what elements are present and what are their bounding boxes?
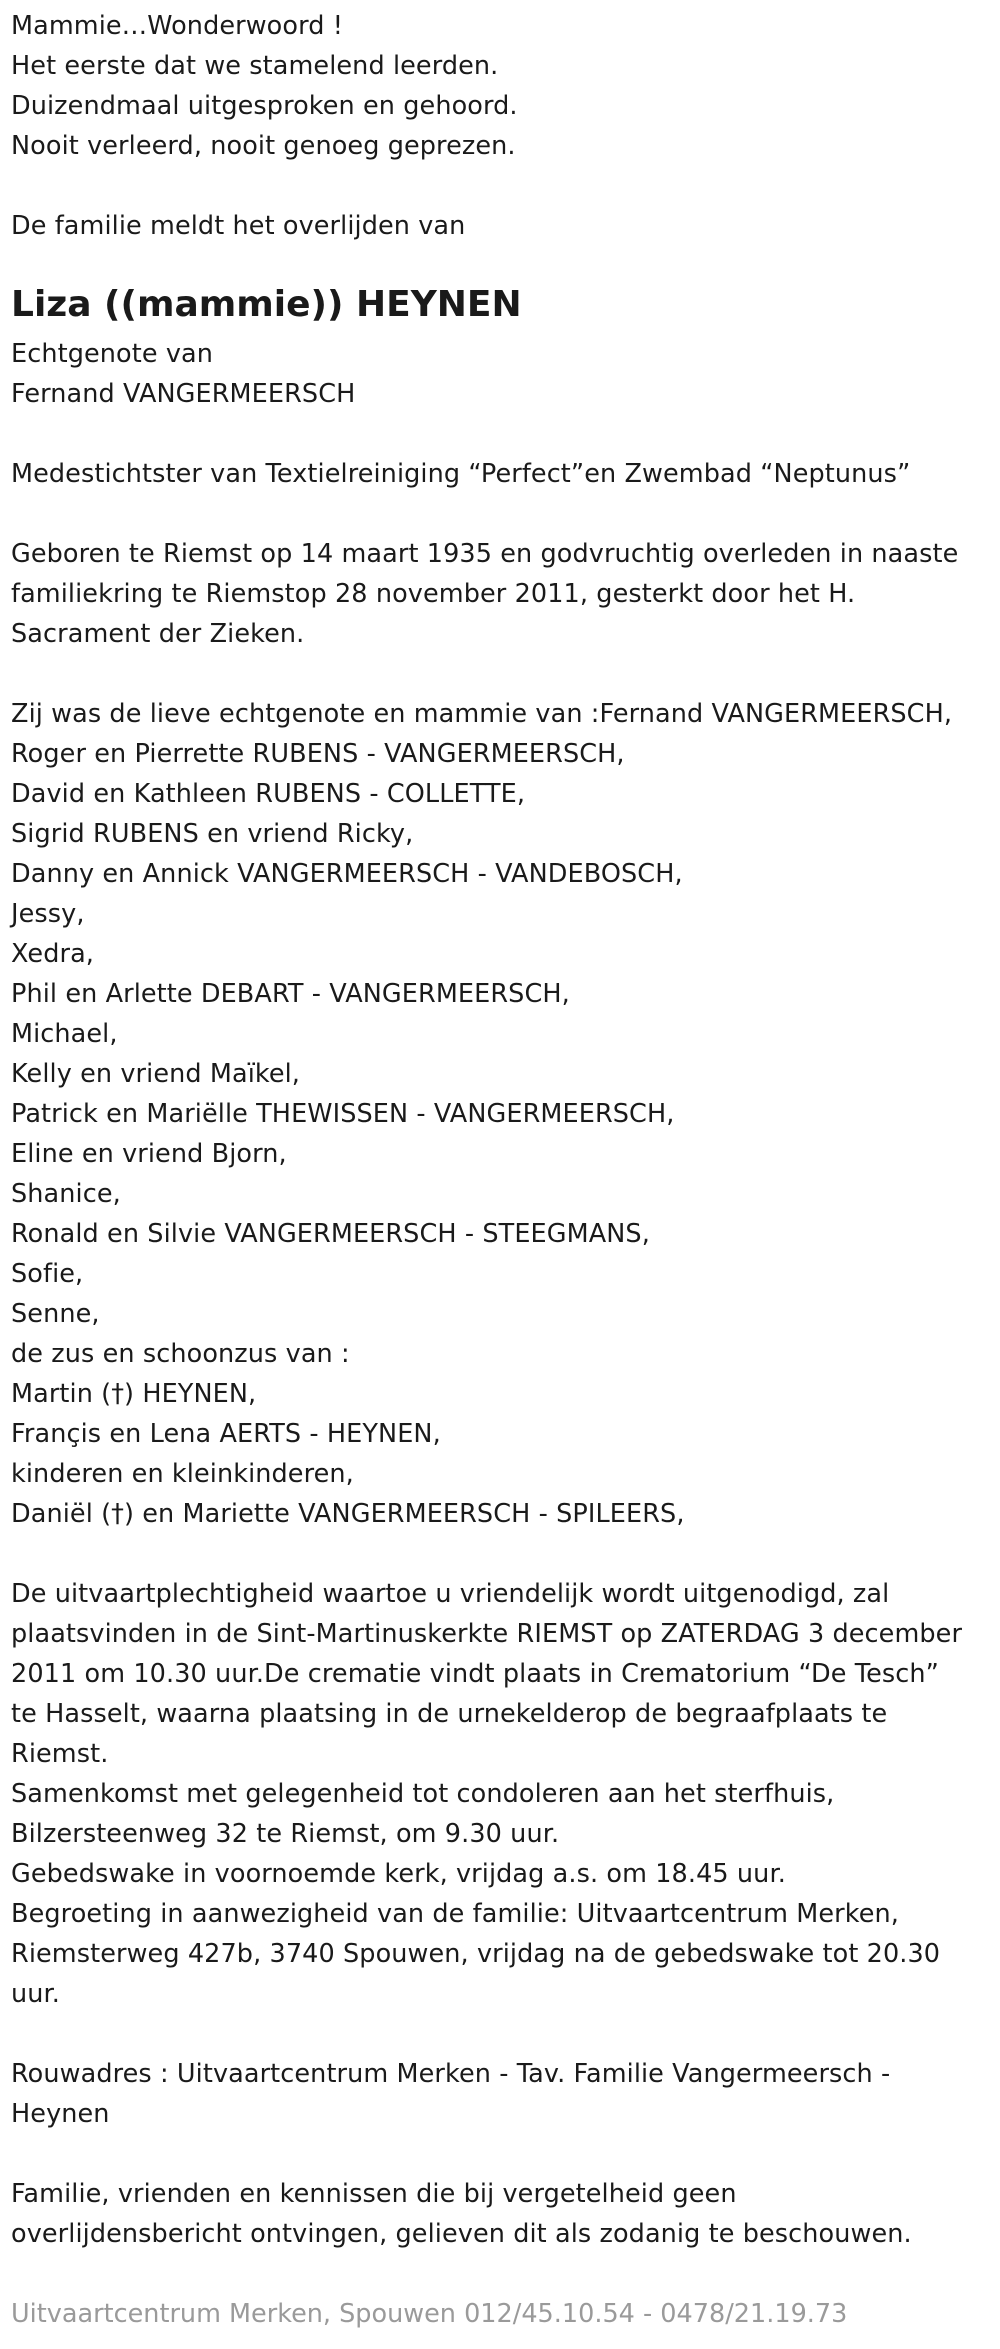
funeral-line: Bilzersteenweg 32 te Riemst, om 9.30 uur.: [11, 1819, 560, 1849]
funeral-line: te Hasselt, waarna plaatsing in de urnekelderop de begraafplaats te: [11, 1699, 888, 1729]
family-line: Martin (†) HEYNEN,: [11, 1379, 257, 1409]
address-line: Heynen: [11, 2099, 110, 2129]
family-line: Patrick en Mariëlle THEWISSEN - VANGERMEERSCH,: [11, 1099, 675, 1129]
poem-line: Het eerste dat we stamelend leerden.: [11, 51, 499, 81]
family-line: Françis en Lena AERTS - HEYNEN,: [11, 1419, 441, 1449]
funeral-line: De uitvaartplechtigheid waartoe u vriendelijk wordt uitgenodigd, zal: [11, 1579, 890, 1609]
family-line: Michael,: [11, 1019, 118, 1049]
funeral-line: Samenkomst met gelegenheid tot condoleren aan het sterfhuis,: [11, 1779, 835, 1809]
family-line: Kelly en vriend Maïkel,: [11, 1059, 301, 1089]
deceased-name: Liza ((mammie)) HEYNEN: [11, 284, 522, 325]
funeral-line: 2011 om 10.30 uur.De crematie vindt plaats in Crematorium “De Tesch”: [11, 1659, 939, 1689]
closing-line: overlijdensbericht ontvingen, gelieven dit als zodanig te beschouwen.: [11, 2219, 912, 2249]
birth-death-line: Sacrament der Zieken.: [11, 619, 305, 649]
family-line: Daniël (†) en Mariette VANGERMEERSCH - SPILEERS,: [11, 1499, 685, 1529]
family-line: Sofie,: [11, 1259, 84, 1289]
spouse-line: Fernand VANGERMEERSCH: [11, 379, 356, 409]
poem-line: Duizendmaal uitgesproken en gehoord.: [11, 91, 518, 121]
family-line: Ronald en Silvie VANGERMEERSCH - STEEGMANS,: [11, 1219, 650, 1249]
funeral-home-footer: Uitvaartcentrum Merken, Spouwen 012/45.10.54 - 0478/21.19.73: [11, 2299, 848, 2329]
funeral-line: uur.: [11, 1979, 60, 2009]
funeral-line: Riemsterweg 427b, 3740 Spouwen, vrijdag na de gebedswake tot 20.30: [11, 1939, 941, 1969]
family-line: Senne,: [11, 1299, 100, 1329]
family-line: Roger en Pierrette RUBENS - VANGERMEERSCH,: [11, 739, 625, 769]
birth-death-line: Geboren te Riemst op 14 maart 1935 en godvruchtig overleden in naaste: [11, 539, 959, 569]
closing-line: Familie, vrienden en kennissen die bij vergetelheid geen: [11, 2179, 737, 2209]
funeral-line: plaatsvinden in de Sint-Martinuskerkte RIEMST op ZATERDAG 3 december: [11, 1619, 963, 1649]
family-line: Xedra,: [11, 939, 95, 969]
address-line: Rouwadres : Uitvaartcentrum Merken - Tav. Familie Vangermeersch -: [11, 2059, 891, 2089]
spouse-line: Echtgenote van: [11, 339, 214, 369]
family-line: Jessy,: [11, 899, 85, 929]
funeral-line: Riemst.: [11, 1739, 109, 1769]
family-line: Shanice,: [11, 1179, 121, 1209]
funeral-line: Begroeting in aanwezigheid van de familie: Uitvaartcentrum Merken,: [11, 1899, 899, 1929]
family-line: Zij was de lieve echtgenote en mammie van :Fernand VANGERMEERSCH,: [11, 699, 953, 729]
family-line: David en Kathleen RUBENS - COLLETTE,: [11, 779, 526, 809]
family-line: Danny en Annick VANGERMEERSCH - VANDEBOSCH,: [11, 859, 683, 889]
birth-death-line: familiekring te Riemstop 28 november 2011, gesterkt door het H.: [11, 579, 856, 609]
family-line: kinderen en kleinkinderen,: [11, 1459, 354, 1489]
poem-line: Nooit verleerd, nooit genoeg geprezen.: [11, 131, 516, 161]
family-line: Eline en vriend Bjorn,: [11, 1139, 287, 1169]
intro-text: De familie meldt het overlijden van: [11, 211, 466, 241]
funeral-line: Gebedswake in voornoemde kerk, vrijdag a.s. om 18.45 uur.: [11, 1859, 786, 1889]
family-line: Sigrid RUBENS en vriend Ricky,: [11, 819, 414, 849]
family-line: Phil en Arlette DEBART - VANGERMEERSCH,: [11, 979, 570, 1009]
founder-line: Medestichtster van Textielreiniging “Perfect”en Zwembad “Neptunus”: [11, 459, 911, 489]
poem-line: Mammie…Wonderwoord !: [11, 11, 344, 41]
family-line: de zus en schoonzus van :: [11, 1339, 350, 1369]
